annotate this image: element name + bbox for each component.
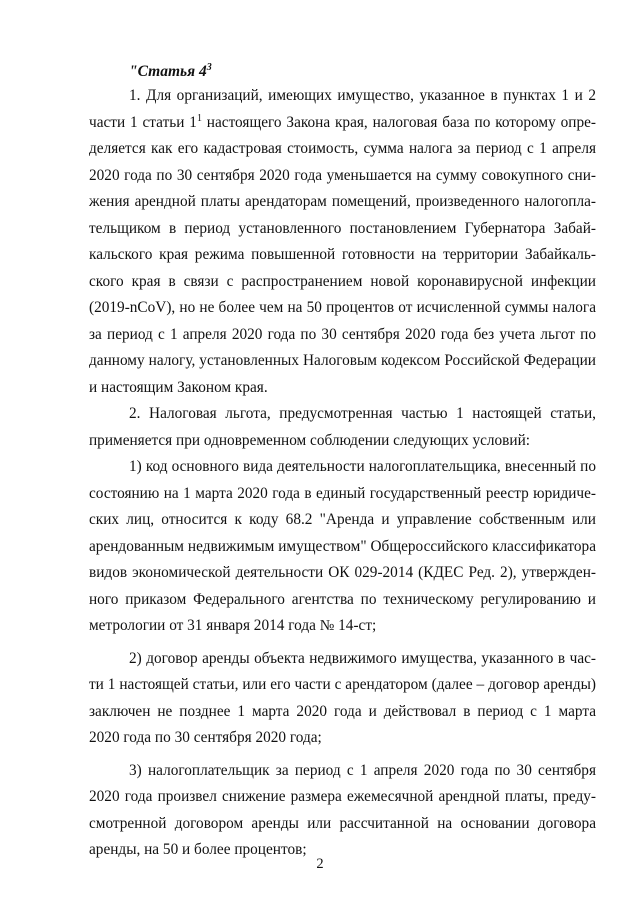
text-line <box>89 189 596 216</box>
text-line-content: ского края в связи с распространением новой коронавирусной инфекции <box>89 272 596 290</box>
text-line <box>89 613 596 640</box>
text-line-content: данному налогу, установленных Налоговым кодексом Российской Федерации <box>89 352 596 369</box>
text-line-content: 2) договор аренды объекта недвижимого имущества, указанного в час- <box>129 649 596 667</box>
text-line <box>89 534 596 561</box>
text-line-tail: настоящего Закона края, налоговая база по которому опре- <box>201 113 596 131</box>
text-line <box>89 375 596 402</box>
text-line <box>89 136 596 163</box>
text-line <box>89 587 596 614</box>
text-line-content: ских лиц, относится к коду 68.2 "Аренда и управление собственным или <box>89 511 596 528</box>
text-line-content: 1. Для организаций, имеющих имущество, указанное в пунктах 1 и 2 <box>129 87 596 104</box>
text-line-superscript: 1 <box>196 112 202 124</box>
text-line-content: деляется как его кадастровая стоимость, сумма налога за период с 1 апреля <box>89 140 596 157</box>
text-line-content: арендованным недвижимым имуществом" Общероссийского классификатора <box>89 537 596 555</box>
text-line <box>89 784 596 811</box>
text-line <box>89 454 596 481</box>
text-line-content: ти 1 настоящей статьи, или его части с арендатором (далее – договор аренды) <box>89 676 596 693</box>
article-body <box>89 83 596 864</box>
text-line <box>89 269 596 296</box>
text-line <box>89 242 596 269</box>
page-number: 2 <box>316 856 324 872</box>
text-line <box>89 83 596 110</box>
text-line <box>89 428 596 455</box>
text-line-content: применяется при одновременном соблюдении следующих условий: <box>89 431 531 449</box>
article-title <box>129 62 212 82</box>
text-line-content: смотренной договором аренды или рассчитанной на основании договора <box>89 814 596 832</box>
text-line-content: состоянию на 1 марта 2020 года в единый государственный реестр юридиче- <box>89 484 596 502</box>
text-line <box>89 110 596 137</box>
text-line-content: 3) налогоплательщик за период с 1 апреля 2020 года по 30 сентября <box>129 761 596 779</box>
text-line-content: жения арендной платы арендаторам помещений, произведенного налогопла- <box>89 193 596 210</box>
text-line-content: 1) код основного вида деятельности налогоплательщика, внесенный по <box>129 458 596 475</box>
article-title-superscript: 3 <box>206 62 212 73</box>
text-line <box>89 163 596 190</box>
text-line <box>89 507 596 534</box>
text-line <box>89 216 596 243</box>
text-line <box>89 481 596 508</box>
text-line-content: и настоящим Законом края. <box>89 378 268 396</box>
text-line-content: 2020 года по 30 сентября 2020 года уменьшается на сумму совокупного сни- <box>89 166 596 184</box>
text-line-content: аренды, на 50 и более процентов; <box>89 841 307 858</box>
text-line <box>89 758 596 785</box>
text-line-content: метрологии от 31 января 2014 года № 14-ст; <box>89 617 377 634</box>
text-line <box>89 699 596 726</box>
text-line-content: заключен не позднее 1 марта 2020 года и действовал в период с 1 марта <box>89 702 596 720</box>
text-line-content: 2020 года произвел снижение размера ежемесячной арендной платы, преду- <box>89 788 596 805</box>
text-line <box>89 811 596 838</box>
article-title-text: "Статья 4 <box>129 63 207 80</box>
text-line <box>89 560 596 587</box>
text-line-content: (2019-nCoV), но не более чем на 50 процентов от исчисленной суммы налога <box>89 299 596 316</box>
text-line-content: 2020 года по 30 сентября 2020 года; <box>89 729 322 746</box>
text-line <box>89 322 596 349</box>
text-line <box>89 672 596 699</box>
text-line-content: ного приказом Федерального агентства по техническому регулированию и <box>89 590 596 608</box>
text-line <box>89 725 596 752</box>
text-line <box>89 646 596 673</box>
text-line-content: за период с 1 апреля 2020 года по 30 сентября 2020 года без учета льгот по <box>89 325 596 343</box>
text-line-content: 2. Налоговая льгота, предусмотренная частью 1 настоящей статьи, <box>129 405 596 422</box>
text-line <box>89 295 596 322</box>
text-line-content: части 1 статьи 1 <box>89 113 197 131</box>
text-line-content: кальского края режима повышенной готовности на территории Забайкаль- <box>89 246 596 263</box>
text-line <box>89 348 596 375</box>
text-line <box>89 401 596 428</box>
text-line-content: видов экономической деятельности ОК 029-2014 (КДЕС Ред. 2), утвержден- <box>89 564 596 581</box>
text-line-content: тельщиком в период установленного постановлением Губернатора Забай- <box>89 219 596 237</box>
